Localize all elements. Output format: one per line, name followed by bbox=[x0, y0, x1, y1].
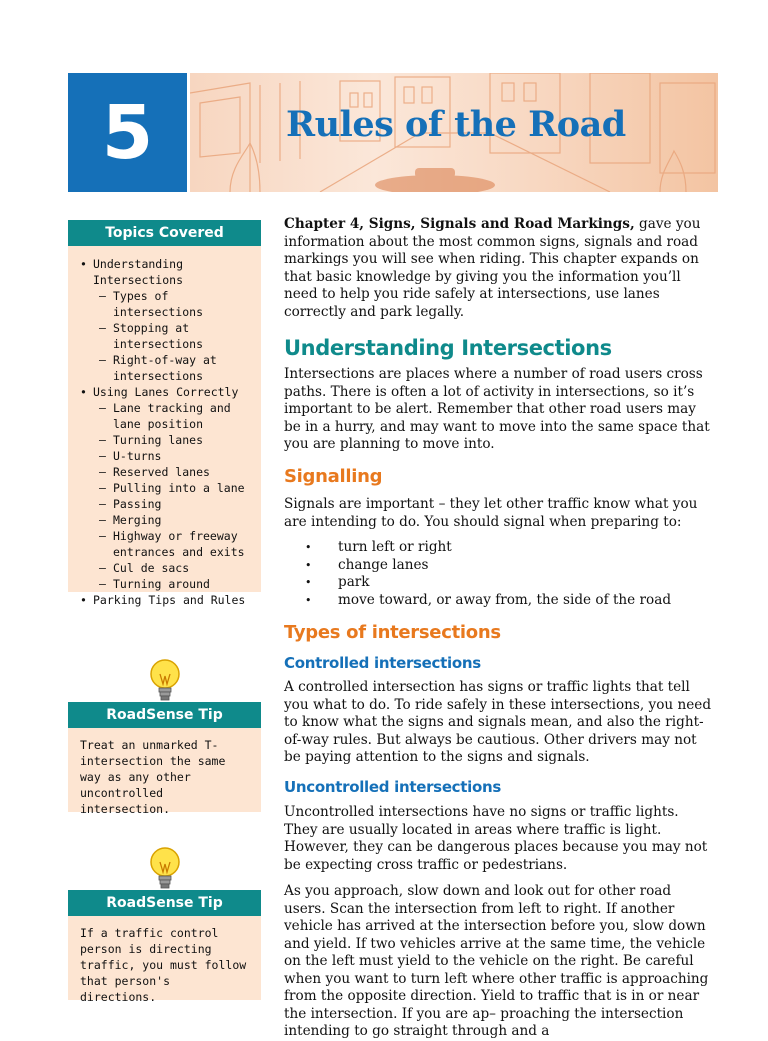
roadsense-tip-box bbox=[68, 728, 261, 816]
tip-text: Treat an unmarked T-intersection the same way as any other uncontrolled intersection. bbox=[80, 738, 226, 816]
heading-understanding-intersections: Understanding Intersections bbox=[284, 336, 612, 360]
topic-item: – Types of intersections bbox=[76, 288, 255, 320]
lightbulb-icon bbox=[148, 658, 182, 704]
heading-signalling: Signalling bbox=[284, 466, 383, 487]
uncontrolled-paragraph: Uncontrolled intersections have no signs or traffic lights. They are usually located in areas where traffic is light. However, they can be dangerous places because you may not be expecting cross traffic or pedestrians. bbox=[284, 804, 708, 873]
topic-item: • Understanding Intersections bbox=[76, 256, 255, 288]
topic-item: – Turning around bbox=[76, 576, 255, 592]
topic-item: – Merging bbox=[76, 512, 255, 528]
topic-item: – U-turns bbox=[76, 448, 255, 464]
topic-item: – Reserved lanes bbox=[76, 464, 255, 480]
topics-list bbox=[76, 256, 255, 608]
chapter-number: 5 bbox=[68, 73, 187, 192]
topic-item: – Pulling into a lane bbox=[76, 480, 255, 496]
topic-item: – Highway or freeway entrances and exits bbox=[76, 528, 255, 560]
topic-item: – Right-of-way at intersections bbox=[76, 352, 255, 384]
heading-uncontrolled-intersections: Uncontrolled intersections bbox=[284, 778, 502, 796]
signal-list-item: • turn left or right bbox=[305, 539, 705, 557]
topic-item: – Turning lanes bbox=[76, 432, 255, 448]
signalling-paragraph: Signals are important – they let other traffic know what you are intending to do. You should signal when preparing to: bbox=[284, 496, 698, 530]
topic-item: – Stopping at intersections bbox=[76, 320, 255, 352]
intro-chapter-reference: Chapter 4, Signs, Signals and Road Markings, bbox=[284, 216, 635, 232]
topics-covered-box bbox=[68, 246, 261, 607]
signal-list-item: • change lanes bbox=[305, 557, 705, 575]
intro-text: gave you information about the most common signs, signals and road markings you will see when riding. This chapter expands on that basic knowledge by giving you the information you’ll need to help you ride safely at intersections, use lanes correctly and park legally. bbox=[284, 216, 701, 320]
signal-list-item: • move toward, or away from, the side of the road bbox=[305, 592, 705, 610]
tip-text: If a traffic control person is directing traffic, you must follow that person's directions. bbox=[80, 926, 247, 1004]
heading-controlled-intersections: Controlled intersections bbox=[284, 654, 481, 672]
topic-item: • Parking Tips and Rules bbox=[76, 592, 255, 608]
roadsense-tip-header: RoadSense Tip bbox=[68, 890, 261, 916]
roadsense-tip-header: RoadSense Tip bbox=[68, 702, 261, 728]
topic-item: – Passing bbox=[76, 496, 255, 512]
signal-list bbox=[305, 539, 705, 609]
controlled-paragraph: A controlled intersection has signs or traffic lights that tell you what to do. To ride safely in these intersections, you need to know what the signs and signals mean, and also the right-of-way rules. But always be cautious. Other drivers may not be paying attention to the signs and signals. bbox=[284, 679, 712, 765]
topic-item: • Using Lanes Correctly bbox=[76, 384, 255, 400]
topic-item: – Lane tracking and lane position bbox=[76, 400, 255, 432]
signal-list-item: • park bbox=[305, 574, 705, 592]
roadsense-tip-box bbox=[68, 916, 261, 1004]
lightbulb-icon bbox=[148, 846, 182, 892]
topics-covered-header: Topics Covered bbox=[68, 220, 261, 246]
chapter-title: Rules of the Road bbox=[286, 104, 626, 145]
approach-paragraph: As you approach, slow down and look out for other road users. Scan the intersection from left to right. If another vehicle has arrived at the intersection before you, slow down and yield. If two vehicles arrive at the same time, the vehicle on the left must yield to the vehicle on the right. Be careful when you want to turn left where other traffic is approaching from the opposite direction. Yield to traffic that is in or near the intersection. If you are ap– proaching the intersection intending to go straight through and a bbox=[284, 883, 709, 1039]
intro-paragraph bbox=[284, 216, 714, 321]
topic-item: – Cul de sacs bbox=[76, 560, 255, 576]
understanding-paragraph: Intersections are places where a number of road users cross paths. There is often a lot of activity in intersections, so it’s important to be alert. Remember that other road users may be in a hurry, and may want to move into the same space that you are planning to move into. bbox=[284, 366, 710, 452]
heading-types-of-intersections: Types of intersections bbox=[284, 622, 501, 643]
